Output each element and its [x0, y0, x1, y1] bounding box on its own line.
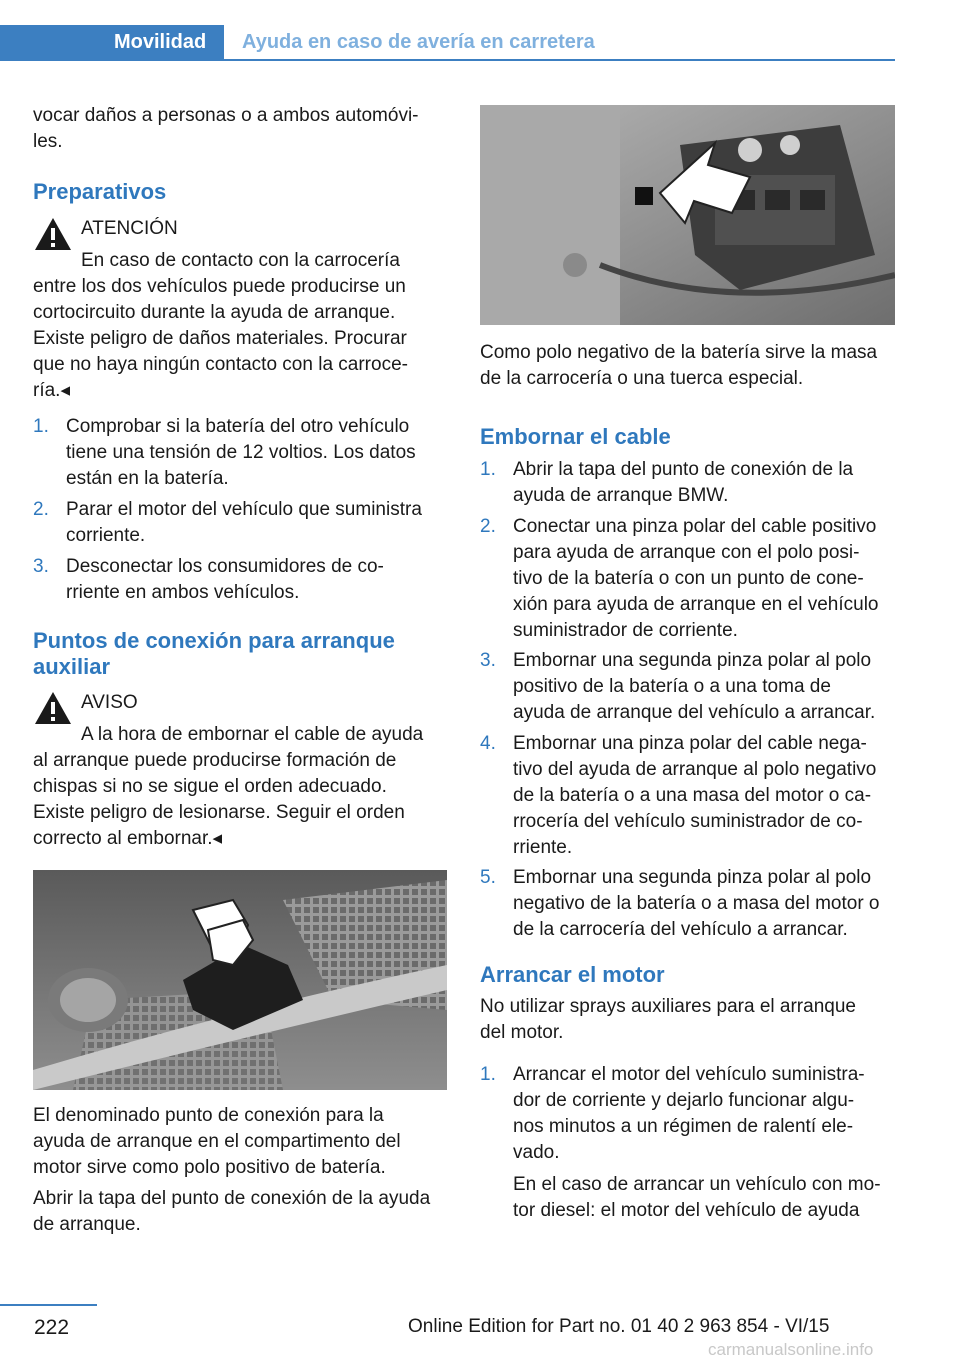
text-line: Embornar una pinza polar del cable nega- [513, 733, 867, 754]
tab-section-title: Ayuda en caso de avería en carretera [242, 31, 595, 53]
text-line: al arranque puede producirse formación de [33, 750, 397, 771]
list-text [513, 514, 878, 644]
text-line: de la carrocería del vehículo a arrancar. [513, 919, 848, 940]
text-line: ayuda de arranque BMW. [513, 485, 729, 506]
page-number: 222 [34, 1316, 70, 1339]
warning-text [33, 248, 408, 404]
text-line: de la batería o a una masa del motor o ca- [513, 785, 872, 806]
text-line: No utilizar sprays auxiliares para el arranque [480, 996, 856, 1017]
text-line: tiene una tensión de 12 voltios. Los datos [66, 442, 416, 463]
list-number: 5. [480, 867, 496, 888]
paragraph-open-cover [33, 1186, 447, 1238]
list-number: 1. [33, 416, 49, 437]
text-line: rriente en ambos vehículos. [66, 582, 300, 603]
heading-line: auxiliar [33, 654, 111, 679]
warning-title: ATENCIÓN [81, 218, 178, 239]
text-line: suministrador de corriente. [513, 620, 738, 641]
text-line: tivo de la batería o con un punto de cone- [513, 568, 864, 589]
negative-ground-photo [480, 105, 895, 325]
paragraph-no-sprays [480, 994, 895, 1046]
list-number: 3. [480, 650, 496, 671]
text-line: Abrir la tapa del punto de conexión de la ayuda [33, 1188, 431, 1209]
list-number: 2. [480, 516, 496, 537]
heading-embornar: Embornar el cable [480, 424, 671, 449]
warning-title: AVISO [81, 692, 138, 713]
text-line: vocar daños a personas o a ambos automóvi- [33, 105, 419, 126]
warning-triangle-icon [33, 690, 73, 726]
warning-text [33, 722, 423, 852]
edition-info: Online Edition for Part no. 01 40 2 963 854 - VI/15 [408, 1316, 830, 1337]
text-line: Arrancar el motor del vehículo suministra- [513, 1064, 865, 1085]
heading-puntos-conexion [33, 628, 395, 680]
text-line: vado. [513, 1142, 560, 1163]
heading-line: Puntos de conexión para arranque [33, 628, 395, 653]
text-line: En caso de contacto con la carrocería [81, 250, 400, 271]
text-line: corriente. [66, 525, 146, 546]
text-line: Desconectar los consumidores de co- [66, 556, 384, 577]
text-line: Como polo negativo de la batería sirve la masa [480, 342, 878, 363]
text-line: de arranque. [33, 1214, 141, 1235]
text-line: xión para ayuda de arranque en el vehículo [513, 594, 879, 615]
list-number: 1. [480, 1064, 496, 1085]
heading-preparativos: Preparativos [33, 179, 167, 204]
list-text [66, 414, 416, 492]
text-line: ayuda de arranque en el compartimento del [33, 1131, 401, 1152]
tab-movilidad [0, 25, 224, 61]
text-line: Parar el motor del vehículo que suministra [66, 499, 422, 520]
list-text [513, 457, 853, 509]
text-line: Comprobar si la batería del otro vehículo [66, 416, 410, 437]
list-number: 4. [480, 733, 496, 754]
text-line: tor diesel: el motor del vehículo de ayuda [513, 1200, 860, 1221]
engine-bay-jump-point-photo [33, 870, 447, 1090]
text-line: Embornar una segunda pinza polar al polo [513, 867, 872, 888]
text-line: de la carrocería o una tuerca especial. [480, 368, 804, 389]
text-line: ría.◂ [33, 380, 70, 401]
text-line: dor de corriente y dejarlo funcionar algu- [513, 1090, 855, 1111]
text-line: El denominado punto de conexión para la [33, 1105, 384, 1126]
heading-arrancar: Arrancar el motor [480, 962, 665, 987]
tab-movilidad-label: Movilidad [114, 31, 207, 53]
list-number: 1. [480, 459, 496, 480]
text-line: Embornar una segunda pinza polar al polo [513, 650, 872, 671]
text-line: les. [33, 131, 63, 152]
text-line: A la hora de embornar el cable de ayuda [81, 724, 424, 745]
warning-triangle-icon [33, 216, 73, 252]
list-number: 3. [33, 556, 49, 577]
list-text [513, 865, 880, 943]
footer-rule [0, 1304, 97, 1306]
intro-paragraph [33, 103, 443, 155]
text-line: nos minutos a un régimen de ralentí ele- [513, 1116, 854, 1137]
text-line: motor sirve como polo positivo de batería. [33, 1157, 386, 1178]
text-line: Existe peligro de lesionarse. Seguir el orden [33, 802, 405, 823]
page-header [0, 25, 895, 61]
list-text [513, 731, 876, 861]
text-line: correcto al embornar.◂ [33, 828, 223, 849]
text-line: que no haya ningún contacto con la carroce- [33, 354, 408, 375]
watermark-text: carmanualsonline.info [708, 1340, 874, 1359]
text-line: En el caso de arrancar un vehículo con mo- [513, 1174, 881, 1195]
text-line: del motor. [480, 1022, 564, 1043]
caption-negative-pole [480, 340, 895, 392]
text-line: Existe peligro de daños materiales. Procurar [33, 328, 407, 349]
text-line: chispas si no se sigue el orden adecuado. [33, 776, 387, 797]
text-line: cortocircuito durante la ayuda de arranque. [33, 302, 396, 323]
list-number: 2. [33, 499, 49, 520]
text-line: Conectar una pinza polar del cable positivo [513, 516, 877, 537]
list-text [513, 1062, 881, 1224]
text-line: tivo del ayuda de arranque al polo negativo [513, 759, 877, 780]
text-line: están en la batería. [66, 468, 229, 489]
text-line: rrocería del vehículo suministrador de co- [513, 811, 863, 832]
text-line: positivo de la batería o a una toma de [513, 676, 831, 697]
list-text [66, 554, 384, 606]
list-text [513, 648, 875, 726]
text-line: entre los dos vehículos puede producirse un [33, 276, 406, 297]
text-line: negativo de la batería o a masa del motor o [513, 893, 880, 914]
text-line: rriente. [513, 837, 573, 858]
text-line: para ayuda de arranque con el polo posi- [513, 542, 860, 563]
text-line: Abrir la tapa del punto de conexión de la [513, 459, 854, 480]
text-line: ayuda de arranque del vehículo a arrancar. [513, 702, 876, 723]
header-rule [0, 59, 895, 61]
list-text [66, 497, 422, 549]
caption-positive-pole [33, 1103, 447, 1181]
